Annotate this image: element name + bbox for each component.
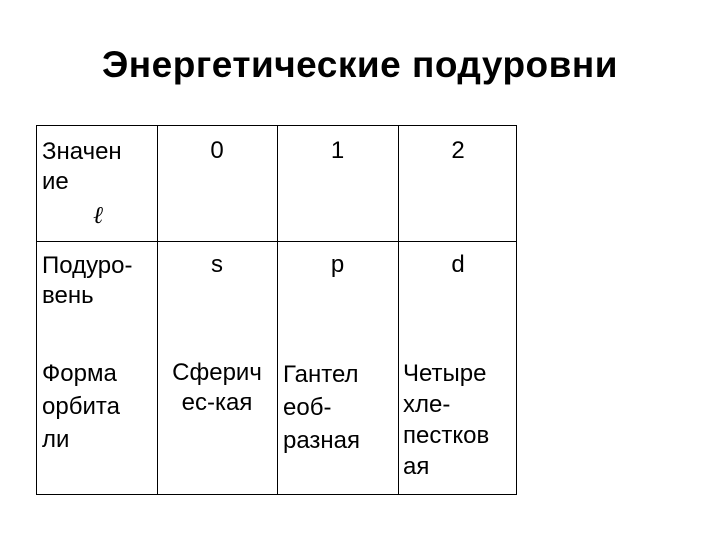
table-cell-value-2: 2 xyxy=(451,137,465,164)
sublevels-table xyxy=(36,125,517,495)
column-divider xyxy=(157,126,158,494)
table-cell-value-1: 1 xyxy=(330,137,345,164)
slide-title: Энергетические подуровни xyxy=(101,44,619,85)
column-divider xyxy=(277,126,278,494)
table-cell-sublevel-p: p xyxy=(330,251,345,278)
row-header-orbital-shape: Форма орбита ли xyxy=(42,360,120,453)
table-cell-shape-dumbbell: Гантел еоб- разная xyxy=(283,361,361,454)
row-divider xyxy=(37,241,516,242)
row-header-sublevel: Подуро- вень xyxy=(42,252,133,309)
table-cell-shape-spherical: Сферич ес-кая xyxy=(172,359,262,416)
table-cell-value-0: 0 xyxy=(210,137,224,164)
quantum-number-symbol: ℓ xyxy=(93,201,103,229)
table-cell-sublevel-s: s xyxy=(211,251,223,278)
table-cell-shape-four-petal: Четыре хле- пестков ая xyxy=(403,360,490,480)
column-divider xyxy=(398,126,399,494)
row-header-value: Значен ие xyxy=(42,138,122,195)
table-cell-sublevel-d: d xyxy=(451,251,465,278)
